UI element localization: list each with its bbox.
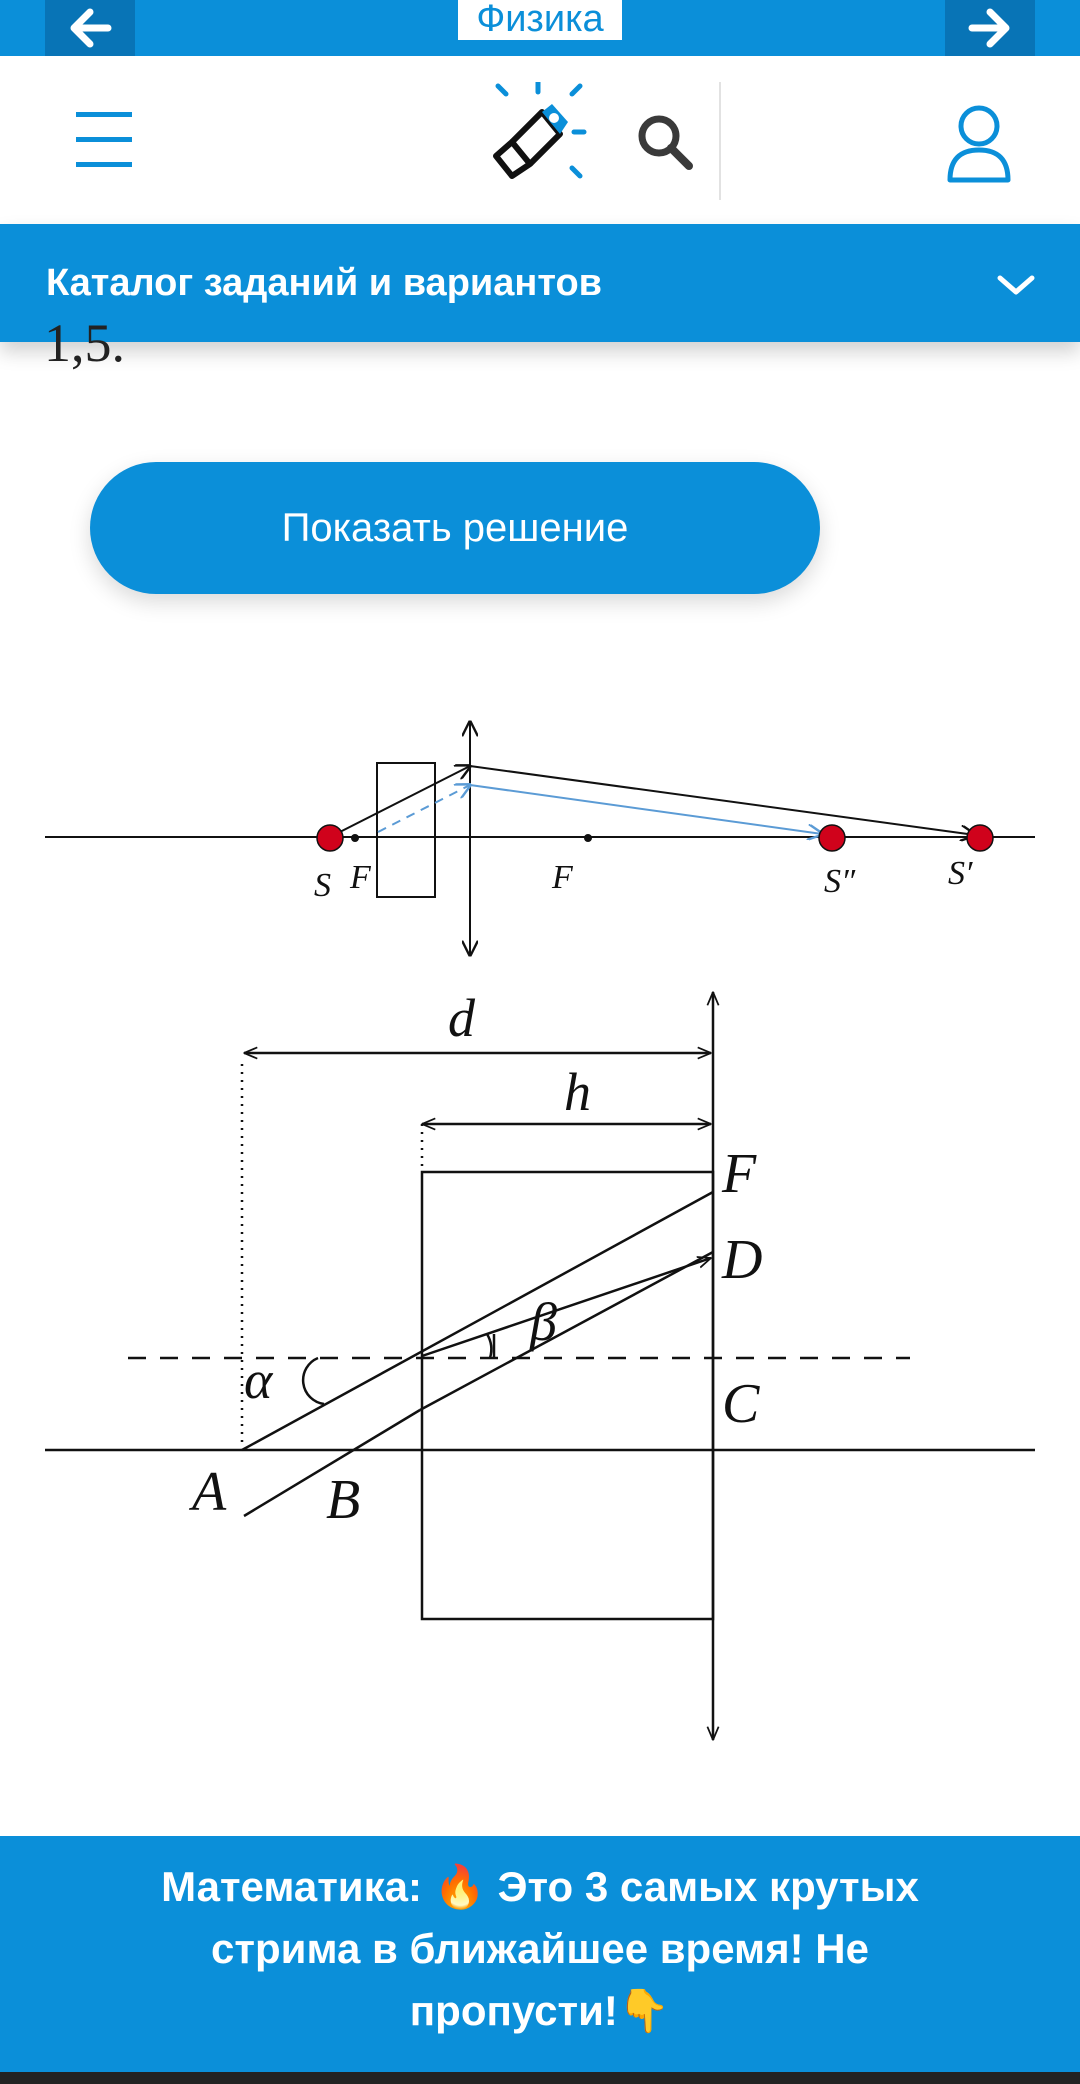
bottom-edge: [0, 2072, 1080, 2084]
user-icon[interactable]: [944, 104, 1014, 184]
ray-blue: [470, 785, 822, 834]
label-s: S: [314, 867, 331, 904]
pencil-lamp-logo-icon[interactable]: [488, 82, 600, 190]
focus-point-right: [584, 834, 592, 842]
catalog-dropdown[interactable]: [0, 224, 1080, 342]
lens-diagram-top: [45, 722, 1035, 955]
ray-a-to-f: [242, 1192, 713, 1450]
ray-blue-dashed: [378, 785, 470, 832]
label-h: h: [564, 1062, 591, 1122]
promo-line-3: пропусти!👇: [409, 1987, 671, 2034]
label-s-prime: S′: [948, 855, 973, 892]
label-f: F: [722, 1143, 757, 1205]
glass-block: [422, 1172, 713, 1619]
angle-beta-arc: [487, 1334, 491, 1358]
label-c: C: [722, 1373, 760, 1435]
plate-diagram-bottom: [45, 988, 1035, 1740]
subject-title[interactable]: Физика: [0, 0, 1080, 40]
focus-point-left: [351, 834, 359, 842]
label-f-left: F: [350, 859, 371, 896]
image-point-s-prime: [967, 825, 993, 851]
promo-banner[interactable]: [0, 1836, 1080, 2072]
glass-plate: [377, 763, 435, 897]
header-divider: [719, 82, 721, 200]
label-s-double: S″: [824, 863, 856, 900]
chevron-down-icon[interactable]: [996, 270, 1036, 300]
arrow-right-icon: [968, 8, 1012, 48]
label-d-point: D: [722, 1229, 763, 1291]
source-point-s: [317, 825, 343, 851]
promo-line-1: Математика: 🔥 Это 3 самых крутых: [161, 1863, 919, 1910]
physics-figure: [0, 700, 1080, 1770]
angle-alpha-arc: [303, 1358, 324, 1404]
show-solution-button[interactable]: Показать решение: [90, 462, 820, 594]
ray-b-in-block: [420, 1252, 713, 1410]
label-d: d: [448, 988, 475, 1048]
promo-banner-text: [60, 1856, 1020, 2042]
top-bar: [0, 0, 1080, 56]
search-icon[interactable]: [635, 112, 695, 172]
ray-incident: [330, 766, 470, 837]
image-point-s-double: [819, 825, 845, 851]
partially-hidden-text: 1,5.: [44, 313, 125, 373]
catalog-label: Каталог заданий и вариантов: [46, 262, 603, 304]
label-a: A: [192, 1461, 227, 1523]
label-beta: β: [530, 1292, 557, 1352]
promo-line-2: стрима в ближайшее время! Не: [211, 1925, 869, 1972]
hamburger-menu-icon[interactable]: [74, 110, 134, 170]
label-alpha: α: [244, 1350, 273, 1410]
label-f-right: F: [552, 859, 573, 896]
ray-refracted: [470, 766, 975, 835]
next-task-button[interactable]: [945, 0, 1035, 56]
label-b: B: [326, 1469, 361, 1531]
